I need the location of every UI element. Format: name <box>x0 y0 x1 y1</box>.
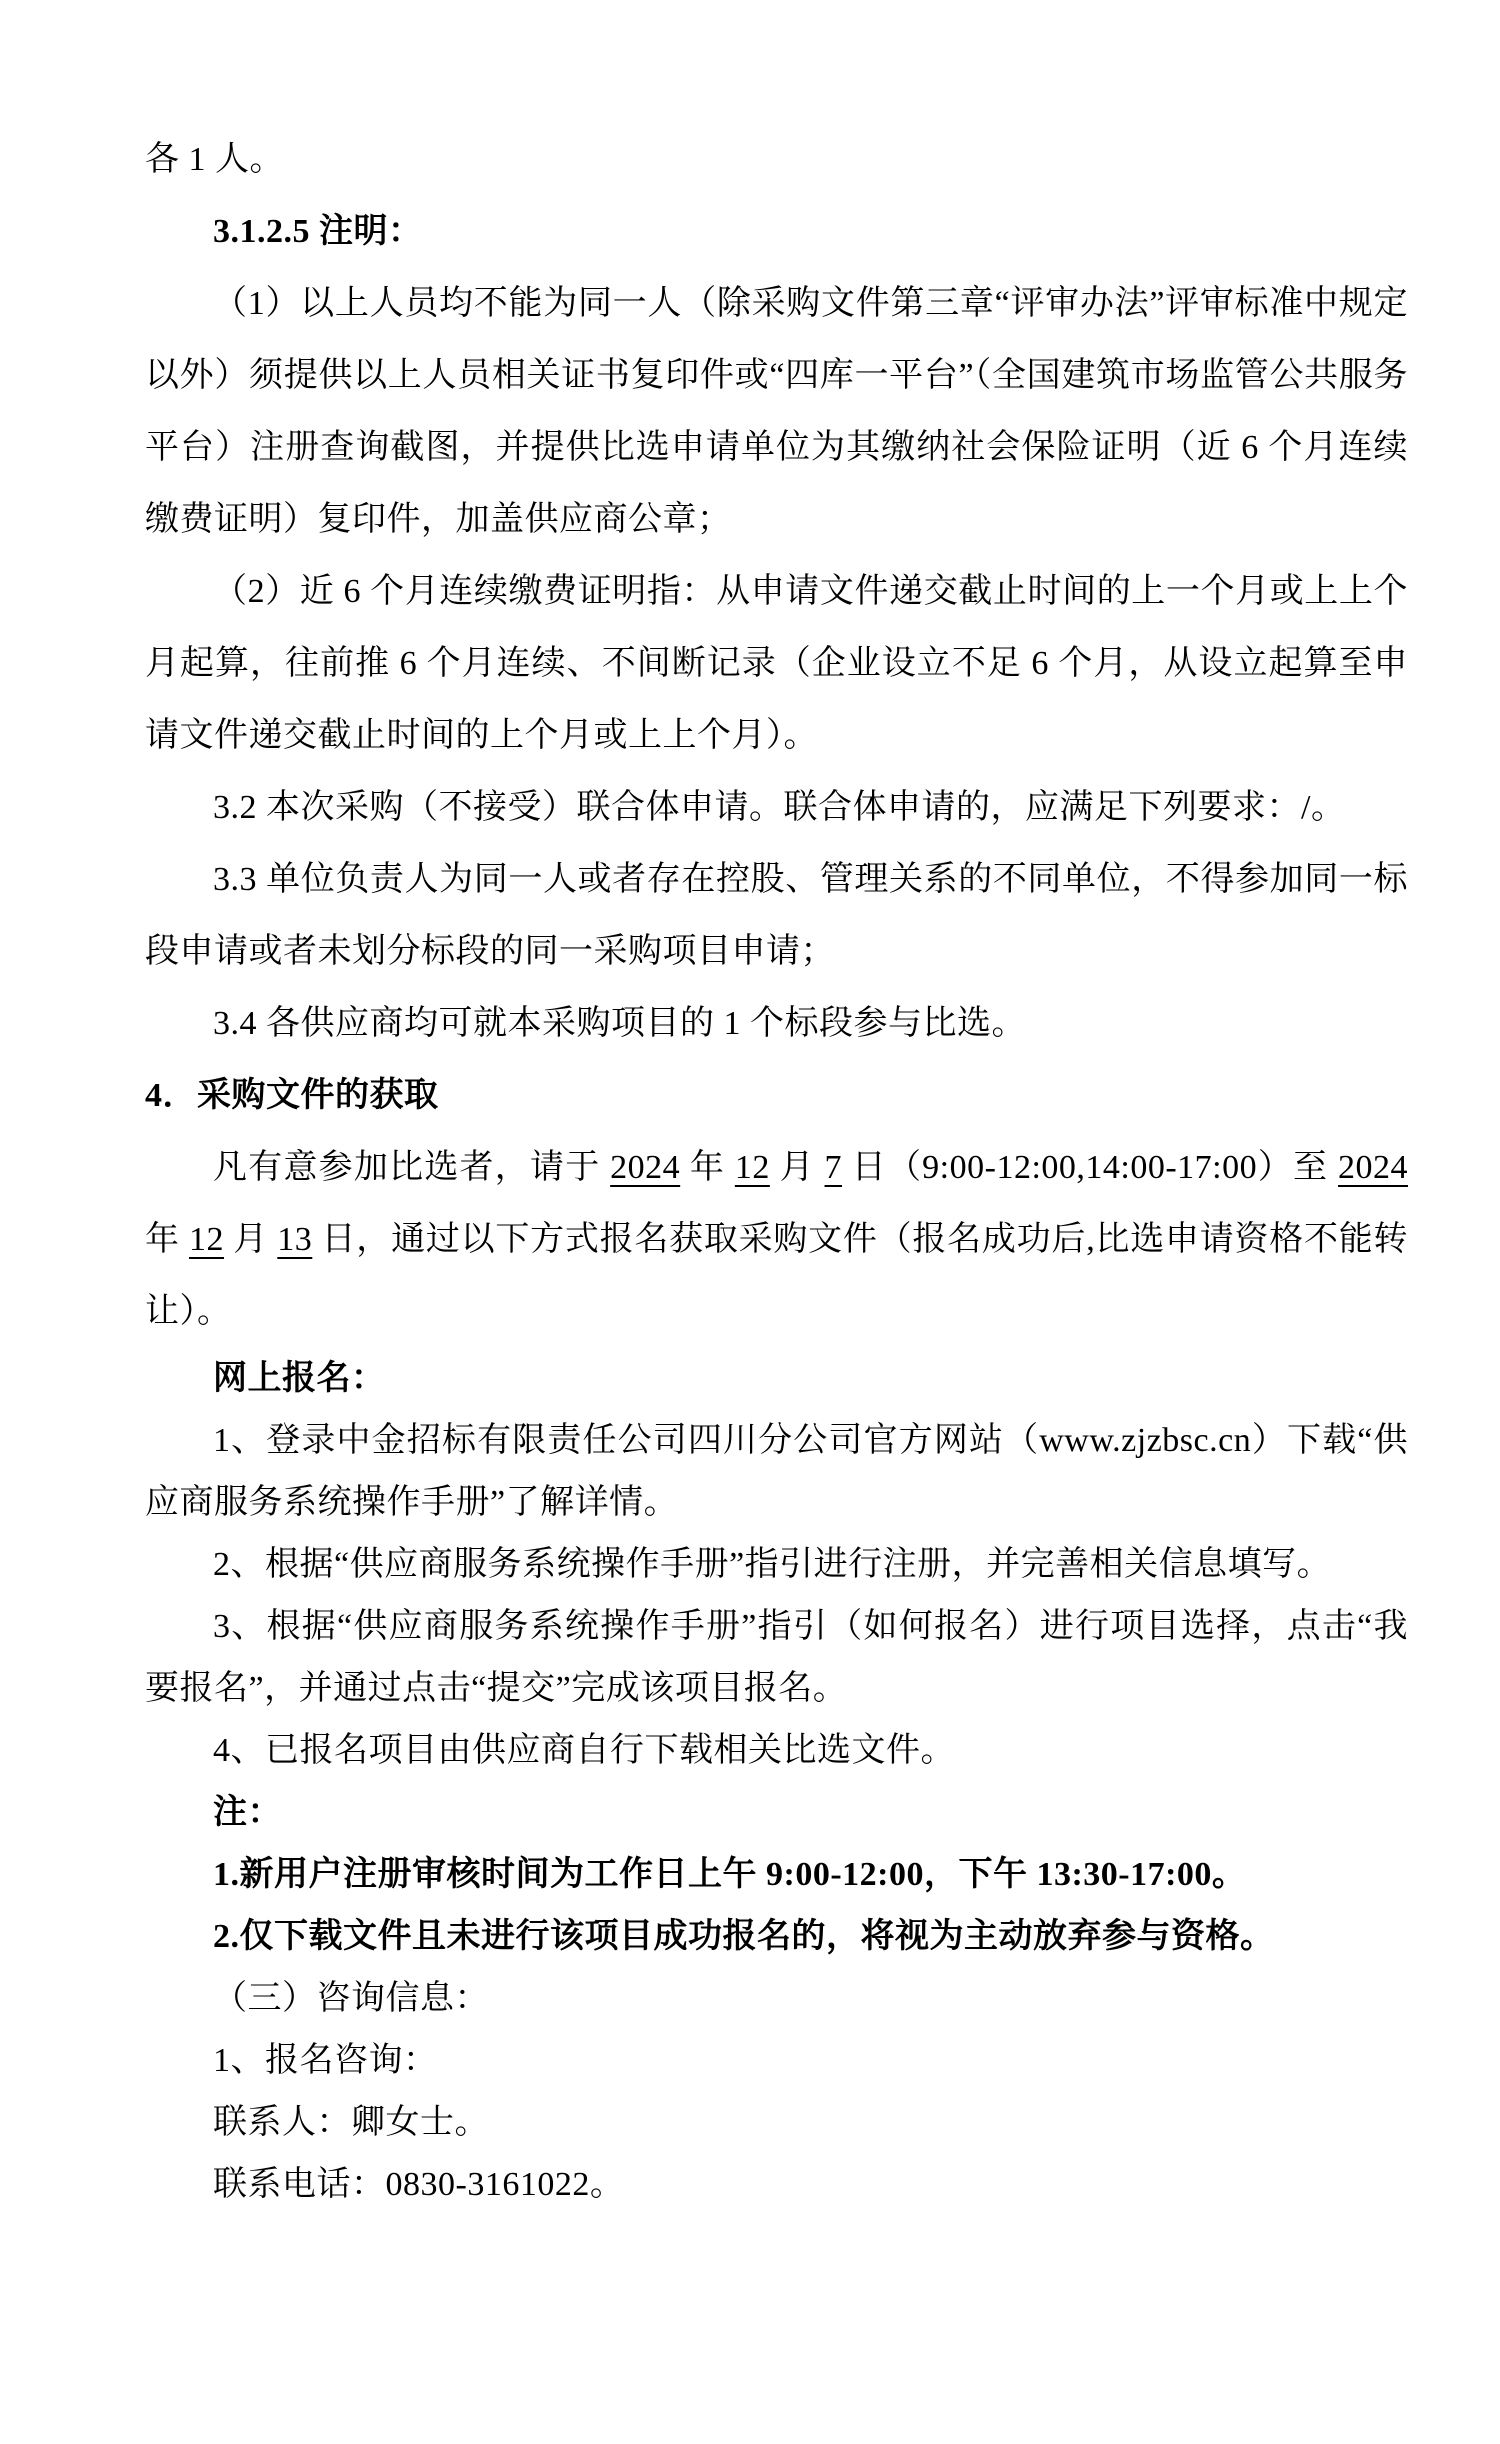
para-note-item-1 <box>145 268 1408 556</box>
para-continuation-ge-1-ren <box>145 124 1408 196</box>
text-run: 3.2 本次采购（不接受）联合体申请。联合体申请的，应满足下列要求：/。 <box>213 789 1346 826</box>
text-run: 4、已报名项目由供应商自行下载相关比选文件。 <box>213 1732 955 1769</box>
text-run: 4．采购文件的获取 <box>145 1077 439 1114</box>
text-run: 网上报名： <box>213 1360 386 1397</box>
heading-note <box>145 1782 1408 1844</box>
underlined-date-value: 12 <box>734 1149 770 1186</box>
para-note-2-forfeit <box>145 1906 1408 1968</box>
underlined-date-value: 7 <box>824 1149 843 1186</box>
text-run: 联系人：卿女士。 <box>213 2104 489 2141</box>
text-run: 1.新用户注册审核时间为工作日上午 9:00-12:00，下午 13:30-17:00。 <box>213 1856 1247 1893</box>
underlined-date-value: 2024 <box>610 1149 681 1186</box>
text-run: 月 <box>224 1221 278 1258</box>
text-run: 3.3 单位负责人为同一人或者存在控股、管理关系的不同单位，不得参加同一标段申请或者未划分标段的同一采购项目申请； <box>145 861 1408 970</box>
para-section-3-consult-info <box>145 1968 1408 2030</box>
underlined-date-value: 2024 <box>1338 1149 1409 1186</box>
para-3-2-joint-application <box>145 772 1408 844</box>
text-run: 3.4 各供应商均可就本采购项目的 1 个标段参与比选。 <box>213 1005 1026 1042</box>
para-contact-phone <box>145 2154 1408 2216</box>
text-run: 月 <box>769 1149 825 1186</box>
para-3-4-one-section <box>145 988 1408 1060</box>
para-step-4-download <box>145 1720 1408 1782</box>
text-run: 日，通过以下方式报名获取采购文件（报名成功后,比选申请资格不能转让）。 <box>145 1221 1409 1330</box>
heading-3-1-2-5-note <box>145 196 1408 268</box>
para-note-item-2 <box>145 556 1408 772</box>
para-step-2-register <box>145 1534 1408 1596</box>
text-run: 凡有意参加比选者，请于 <box>213 1149 611 1186</box>
text-run: 联系电话：0830-3161022。 <box>213 2166 625 2203</box>
text-run: 注： <box>213 1794 282 1831</box>
text-run: （2）近 6 个月连续缴费证明指：从申请文件递交截止时间的上一个月或上上个月起算，往前推 6 个月连续、不间断记录（企业设立不足 6 个月，从设立起算至申请文件递交截止时间的上个月或上上个月）。 <box>145 573 1408 754</box>
para-note-1-review-time <box>145 1844 1408 1906</box>
text-run: 2、根据“供应商服务系统操作手册”指引进行注册，并完善相关信息填写。 <box>213 1546 1332 1583</box>
para-step-3-select-project <box>145 1596 1408 1720</box>
underlined-date-value: 13 <box>277 1221 313 1258</box>
para-registration-period <box>145 1132 1408 1348</box>
text-run: 2.仅下载文件且未进行该项目成功报名的，将视为主动放弃参与资格。 <box>213 1918 1275 1955</box>
text-run: 各 1 人。 <box>145 141 284 178</box>
para-1-registration-consult <box>145 2030 1408 2092</box>
text-run: 3、根据“供应商服务系统操作手册”指引（如何报名）进行项目选择，点击“我要报名”，并通过点击“提交”完成该项目报名。 <box>145 1608 1408 1707</box>
heading-4-document-acquisition <box>145 1060 1408 1132</box>
text-run: 1、报名咨询： <box>213 2042 438 2079</box>
para-contact-person <box>145 2092 1408 2154</box>
para-step-1-login <box>145 1410 1408 1534</box>
text-run: 1、登录中金招标有限责任公司四川分公司官方网站（www.zjzbsc.cn）下载“供应商服务系统操作手册”了解详情。 <box>145 1422 1408 1521</box>
text-run: （三）咨询信息： <box>213 1980 489 2017</box>
text-run: 3.1.2.5 注明： <box>213 213 423 250</box>
text-run: 年 <box>145 1221 190 1258</box>
para-3-3-same-legal-person <box>145 844 1408 988</box>
text-run: （1）以上人员均不能为同一人（除采购文件第三章“评审办法”评审标准中规定以外）须提供以上人员相关证书复印件或“四库一平台”（全国建筑市场监管公共服务平台）注册查询截图，并提供比选申请单位为其缴纳社会保险证明（近 6 个月连续缴费证明）复印件，加盖供应商公章； <box>145 285 1408 538</box>
document-body <box>145 124 1408 2216</box>
text-run: 日（9:00-12:00,14:00-17:00）至 <box>842 1149 1339 1186</box>
text-run: 年 <box>680 1149 735 1186</box>
underlined-date-value: 12 <box>189 1221 225 1258</box>
heading-online-registration <box>145 1348 1408 1410</box>
